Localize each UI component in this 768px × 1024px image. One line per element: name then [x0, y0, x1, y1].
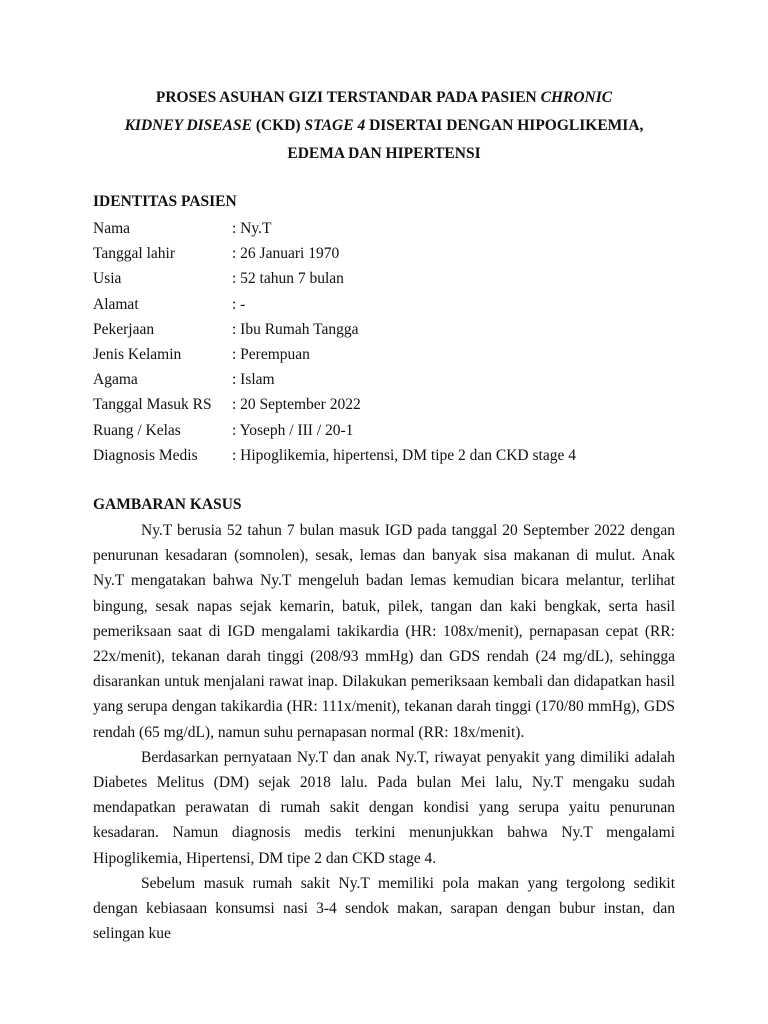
identity-row	[93, 269, 693, 294]
identity-value: : Perempuan	[232, 345, 310, 363]
identity-row	[93, 244, 693, 269]
identity-label: Usia	[93, 270, 122, 288]
identity-row	[93, 446, 693, 471]
identity-value: : Hipoglikemia, hipertensi, DM tipe 2 dan CKD stage 4	[232, 446, 576, 464]
identity-label: Ruang / Kelas	[93, 421, 181, 439]
identity-row	[93, 219, 693, 244]
identity-label: Agama	[93, 371, 138, 389]
identity-value: : Yoseph / III / 20-1	[232, 421, 354, 439]
title-text: PROSES ASUHAN GIZI TERSTANDAR PADA PASIEN	[155, 89, 541, 106]
title-line-1	[60, 84, 708, 112]
identity-value: : Ibu Rumah Tangga	[232, 320, 359, 338]
identity-value: : 52 tahun 7 bulan	[232, 270, 344, 288]
identity-row	[93, 345, 693, 370]
case-paragraph: Berdasarkan pernyataan Ny.T dan anak Ny.T, riwayat penyakit yang dimiliki adalah Diabetes Melitus (DM) sejak 2018 lalu. Pada bulan Mei lalu, Ny.T mengaku sudah mendapatkan perawatan di rumah sakit dengan kondisi yang serupa yaitu penurunan kesadaran. Namun diagnosis medis terkini menunjukkan bahwa Ny.T mengalami Hipoglikemia, Hipertensi, DM tipe 2 dan CKD stage 4.	[93, 748, 675, 867]
identity-label: Alamat	[93, 295, 139, 313]
identity-value: : Ny.T	[232, 220, 272, 237]
identity-label: Tanggal Masuk RS	[93, 396, 212, 414]
title-italic-text: KIDNEY DISEASE	[124, 117, 252, 134]
identity-value: : Islam	[232, 371, 275, 389]
title-italic-text: CHRONIC	[540, 89, 613, 106]
identity-label: Diagnosis Medis	[93, 446, 198, 464]
section-heading-gambaran-kasus: GAMBARAN KASUS	[93, 496, 242, 513]
section-heading-identitas: IDENTITAS PASIEN	[93, 193, 237, 210]
identity-row	[93, 370, 693, 395]
identity-row	[93, 320, 693, 345]
identity-row	[93, 421, 693, 446]
identity-label: Nama	[93, 220, 131, 237]
case-paragraph: Sebelum masuk rumah sakit Ny.T memiliki pola makan yang tergolong sedikit dengan kebiasaan konsumsi nasi 3-4 sendok makan, sarapan dengan bubur instan, dan selingan kue	[93, 874, 675, 943]
title-line-2	[60, 112, 708, 140]
identity-value: : 26 Januari 1970	[232, 245, 340, 263]
patient-identity-table	[93, 219, 693, 471]
identity-row	[93, 295, 693, 320]
identity-label: Jenis Kelamin	[93, 345, 182, 363]
identity-value: : 20 September 2022	[232, 396, 361, 414]
title-line-3: EDEMA DAN HIPERTENSI	[287, 145, 481, 162]
title-italic-text: STAGE 4	[304, 117, 366, 134]
title-text: (CKD)	[251, 117, 305, 134]
identity-label: Tanggal lahir	[93, 245, 175, 263]
identity-label: Pekerjaan	[93, 320, 155, 338]
case-paragraph: Ny.T berusia 52 tahun 7 bulan masuk IGD pada tanggal 20 September 2022 dengan penurunan kesadaran (somnolen), sesak, lemas dan banyak sisa makanan di mulut. Anak Ny.T mengatakan bahwa Ny.T mengeluh badan lemas kemudian bicara melantur, terlihat bingung, sesak napas sejak kemarin, batuk, pilek, tangan dan kaki bengkak, serta hasil pemeriksaan saat di IGD mengalami takikardia (HR: 108x/menit), pernapasan cepat (RR: 22x/menit), tekanan darah tinggi (208/93 mmHg) dan GDS rendah (24 mg/dL), sehingga disarankan untuk menjalani rawat inap. Dilakukan pemeriksaan kembali dan didapatkan hasil yang serupa dengan takikardia (HR: 111x/menit), tekanan darah tinggi (170/80 mmHg), GDS rendah (65 mg/dL), namun suhu pernapasan normal (RR: 18x/menit).	[93, 522, 675, 741]
document-title	[60, 84, 708, 168]
title-text: DISERTAI DENGAN HIPOGLIKEMIA,	[365, 117, 644, 134]
identity-row	[93, 395, 693, 420]
identity-value: : -	[232, 295, 246, 313]
case-description	[93, 518, 675, 946]
